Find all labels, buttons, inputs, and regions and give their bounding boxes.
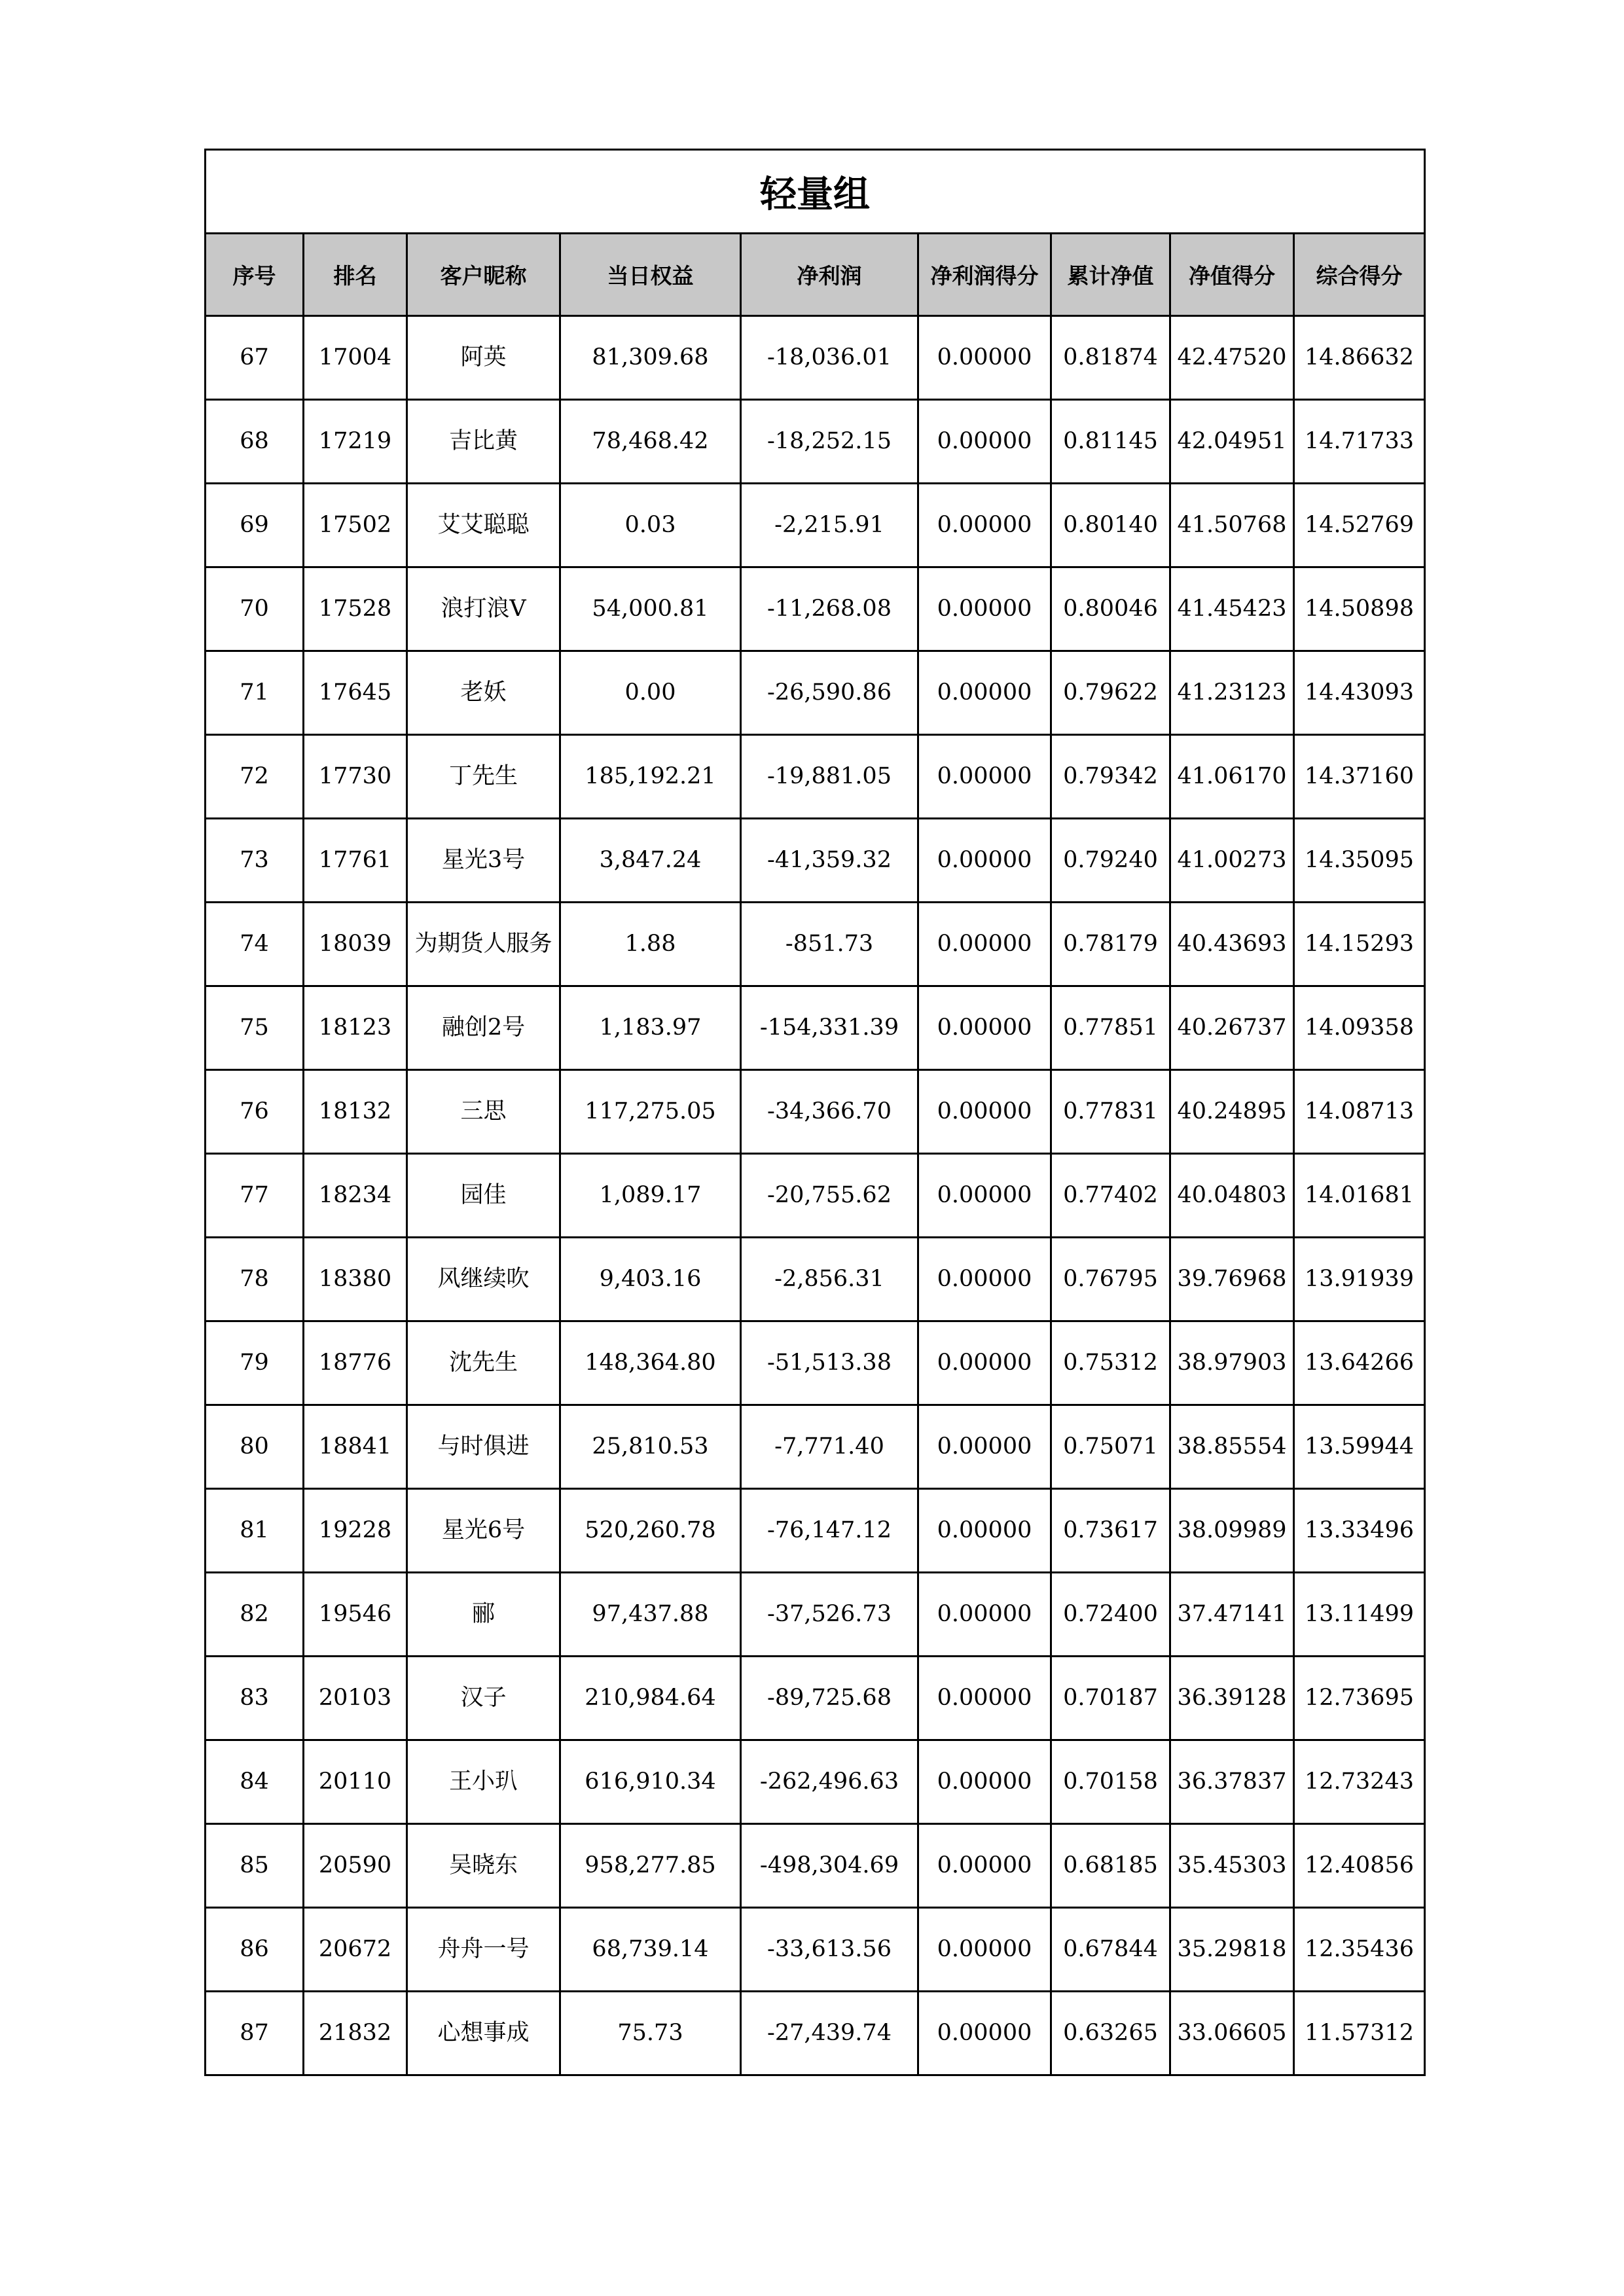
col-header-nickname: 客户昵称 — [407, 234, 560, 316]
cell-equity: 1,183.97 — [560, 986, 741, 1070]
cell-nickname: 融创2号 — [407, 986, 560, 1070]
cell-rank: 17730 — [304, 735, 407, 819]
cell-index: 72 — [206, 735, 304, 819]
table-row — [206, 1489, 1425, 1573]
cell-nickname: 三思 — [407, 1070, 560, 1154]
cell-rank: 21832 — [304, 1992, 407, 2075]
cell-equity: 0.00 — [560, 651, 741, 735]
cell-net-value: 0.79622 — [1051, 651, 1170, 735]
cell-total-score: 14.09358 — [1294, 986, 1425, 1070]
cell-profit-score: 0.00000 — [918, 1070, 1051, 1154]
cell-index: 67 — [206, 316, 304, 400]
cell-rank: 17528 — [304, 567, 407, 651]
cell-index: 78 — [206, 1238, 304, 1321]
cell-equity: 78,468.42 — [560, 400, 741, 484]
cell-total-score: 14.37160 — [1294, 735, 1425, 819]
table-row — [206, 986, 1425, 1070]
cell-nickname: 星光3号 — [407, 819, 560, 903]
cell-net-value: 0.79240 — [1051, 819, 1170, 903]
table-row — [206, 1908, 1425, 1992]
header-row — [206, 234, 1425, 316]
cell-index: 76 — [206, 1070, 304, 1154]
cell-net-profit: -7,771.40 — [741, 1405, 918, 1489]
cell-nickname: 郦 — [407, 1573, 560, 1657]
col-header-net-value: 累计净值 — [1051, 234, 1170, 316]
cell-net-value: 0.78179 — [1051, 903, 1170, 986]
cell-rank: 18841 — [304, 1405, 407, 1489]
table-row — [206, 819, 1425, 903]
col-header-rank: 排名 — [304, 234, 407, 316]
cell-profit-score: 0.00000 — [918, 1405, 1051, 1489]
cell-rank: 17004 — [304, 316, 407, 400]
cell-net-value: 0.77851 — [1051, 986, 1170, 1070]
cell-nickname: 老妖 — [407, 651, 560, 735]
cell-total-score: 12.73695 — [1294, 1657, 1425, 1740]
table-row — [206, 1238, 1425, 1321]
cell-index: 79 — [206, 1321, 304, 1405]
cell-nickname: 星光6号 — [407, 1489, 560, 1573]
cell-profit-score: 0.00000 — [918, 567, 1051, 651]
cell-value-score: 38.97903 — [1170, 1321, 1294, 1405]
table-body — [206, 316, 1425, 2075]
cell-value-score: 40.24895 — [1170, 1070, 1294, 1154]
cell-value-score: 41.06170 — [1170, 735, 1294, 819]
cell-profit-score: 0.00000 — [918, 1489, 1051, 1573]
cell-net-value: 0.70158 — [1051, 1740, 1170, 1824]
cell-profit-score: 0.00000 — [918, 735, 1051, 819]
cell-total-score: 14.71733 — [1294, 400, 1425, 484]
cell-equity: 75.73 — [560, 1992, 741, 2075]
cell-net-profit: -2,856.31 — [741, 1238, 918, 1321]
cell-equity: 54,000.81 — [560, 567, 741, 651]
cell-index: 86 — [206, 1908, 304, 1992]
cell-value-score: 40.43693 — [1170, 903, 1294, 986]
table-row — [206, 735, 1425, 819]
cell-equity: 958,277.85 — [560, 1824, 741, 1908]
cell-nickname: 与时俱进 — [407, 1405, 560, 1489]
table-row — [206, 1657, 1425, 1740]
cell-net-profit: -27,439.74 — [741, 1992, 918, 2075]
cell-rank: 19546 — [304, 1573, 407, 1657]
cell-rank: 18776 — [304, 1321, 407, 1405]
cell-net-profit: -498,304.69 — [741, 1824, 918, 1908]
cell-profit-score: 0.00000 — [918, 651, 1051, 735]
cell-nickname: 沈先生 — [407, 1321, 560, 1405]
cell-index: 69 — [206, 484, 304, 567]
cell-nickname: 汉子 — [407, 1657, 560, 1740]
cell-net-profit: -76,147.12 — [741, 1489, 918, 1573]
cell-profit-score: 0.00000 — [918, 1740, 1051, 1824]
col-header-value-score: 净值得分 — [1170, 234, 1294, 316]
cell-rank: 17645 — [304, 651, 407, 735]
cell-value-score: 40.04803 — [1170, 1154, 1294, 1238]
cell-equity: 9,403.16 — [560, 1238, 741, 1321]
cell-nickname: 阿英 — [407, 316, 560, 400]
cell-net-value: 0.75071 — [1051, 1405, 1170, 1489]
cell-net-value: 0.63265 — [1051, 1992, 1170, 2075]
cell-net-profit: -262,496.63 — [741, 1740, 918, 1824]
cell-equity: 0.03 — [560, 484, 741, 567]
cell-value-score: 41.00273 — [1170, 819, 1294, 903]
cell-value-score: 36.37837 — [1170, 1740, 1294, 1824]
cell-profit-score: 0.00000 — [918, 1992, 1051, 2075]
table-row — [206, 1992, 1425, 2075]
cell-net-value: 0.73617 — [1051, 1489, 1170, 1573]
cell-net-value: 0.77402 — [1051, 1154, 1170, 1238]
cell-total-score: 13.91939 — [1294, 1238, 1425, 1321]
cell-rank: 18123 — [304, 986, 407, 1070]
cell-profit-score: 0.00000 — [918, 819, 1051, 903]
cell-equity: 68,739.14 — [560, 1908, 741, 1992]
cell-rank: 19228 — [304, 1489, 407, 1573]
table-row — [206, 1405, 1425, 1489]
cell-net-profit: -37,526.73 — [741, 1573, 918, 1657]
cell-equity: 616,910.34 — [560, 1740, 741, 1824]
cell-total-score: 14.52769 — [1294, 484, 1425, 567]
cell-rank: 18234 — [304, 1154, 407, 1238]
cell-profit-score: 0.00000 — [918, 1321, 1051, 1405]
cell-value-score: 41.50768 — [1170, 484, 1294, 567]
cell-rank: 20672 — [304, 1908, 407, 1992]
cell-total-score: 11.57312 — [1294, 1992, 1425, 2075]
cell-equity: 25,810.53 — [560, 1405, 741, 1489]
cell-nickname: 为期货人服务 — [407, 903, 560, 986]
cell-net-profit: -154,331.39 — [741, 986, 918, 1070]
table-row — [206, 1824, 1425, 1908]
cell-nickname: 吴晓东 — [407, 1824, 560, 1908]
cell-net-value: 0.81874 — [1051, 316, 1170, 400]
table-row — [206, 1070, 1425, 1154]
cell-net-profit: -851.73 — [741, 903, 918, 986]
cell-index: 81 — [206, 1489, 304, 1573]
cell-net-profit: -33,613.56 — [741, 1908, 918, 1992]
cell-index: 80 — [206, 1405, 304, 1489]
table-row — [206, 1573, 1425, 1657]
table-row — [206, 903, 1425, 986]
cell-value-score: 37.47141 — [1170, 1573, 1294, 1657]
cell-rank: 20590 — [304, 1824, 407, 1908]
cell-total-score: 14.43093 — [1294, 651, 1425, 735]
table-title: 轻量组 — [206, 150, 1425, 234]
cell-profit-score: 0.00000 — [918, 1573, 1051, 1657]
cell-index: 87 — [206, 1992, 304, 2075]
cell-rank: 18039 — [304, 903, 407, 986]
table-row — [206, 484, 1425, 567]
cell-equity: 1,089.17 — [560, 1154, 741, 1238]
cell-profit-score: 0.00000 — [918, 1238, 1051, 1321]
col-header-profit-score: 净利润得分 — [918, 234, 1051, 316]
cell-net-profit: -34,366.70 — [741, 1070, 918, 1154]
cell-net-value: 0.70187 — [1051, 1657, 1170, 1740]
cell-profit-score: 0.00000 — [918, 1657, 1051, 1740]
cell-equity: 520,260.78 — [560, 1489, 741, 1573]
col-header-total-score: 综合得分 — [1294, 234, 1425, 316]
cell-total-score: 14.15293 — [1294, 903, 1425, 986]
cell-total-score: 14.50898 — [1294, 567, 1425, 651]
cell-profit-score: 0.00000 — [918, 316, 1051, 400]
cell-total-score: 13.59944 — [1294, 1405, 1425, 1489]
cell-value-score: 35.29818 — [1170, 1908, 1294, 1992]
cell-net-profit: -11,268.08 — [741, 567, 918, 651]
cell-nickname: 丁先生 — [407, 735, 560, 819]
col-header-index: 序号 — [206, 234, 304, 316]
cell-total-score: 14.86632 — [1294, 316, 1425, 400]
cell-value-score: 39.76968 — [1170, 1238, 1294, 1321]
cell-net-value: 0.81145 — [1051, 400, 1170, 484]
cell-value-score: 41.23123 — [1170, 651, 1294, 735]
table-row — [206, 1321, 1425, 1405]
cell-value-score: 36.39128 — [1170, 1657, 1294, 1740]
cell-total-score: 13.33496 — [1294, 1489, 1425, 1573]
cell-equity: 3,847.24 — [560, 819, 741, 903]
cell-profit-score: 0.00000 — [918, 400, 1051, 484]
cell-equity: 1.88 — [560, 903, 741, 986]
cell-net-value: 0.77831 — [1051, 1070, 1170, 1154]
cell-net-value: 0.67844 — [1051, 1908, 1170, 1992]
cell-value-score: 40.26737 — [1170, 986, 1294, 1070]
cell-total-score: 12.35436 — [1294, 1908, 1425, 1992]
cell-total-score: 14.01681 — [1294, 1154, 1425, 1238]
table-row — [206, 567, 1425, 651]
cell-net-profit: -89,725.68 — [741, 1657, 918, 1740]
col-header-net-profit: 净利润 — [741, 234, 918, 316]
cell-value-score: 38.85554 — [1170, 1405, 1294, 1489]
cell-nickname: 吉比黄 — [407, 400, 560, 484]
cell-net-value: 0.72400 — [1051, 1573, 1170, 1657]
cell-index: 75 — [206, 986, 304, 1070]
cell-total-score: 13.64266 — [1294, 1321, 1425, 1405]
cell-index: 71 — [206, 651, 304, 735]
cell-equity: 81,309.68 — [560, 316, 741, 400]
cell-nickname: 王小玐 — [407, 1740, 560, 1824]
cell-nickname: 风继续吹 — [407, 1238, 560, 1321]
cell-total-score: 14.08713 — [1294, 1070, 1425, 1154]
cell-index: 82 — [206, 1573, 304, 1657]
cell-profit-score: 0.00000 — [918, 1908, 1051, 1992]
cell-total-score: 13.11499 — [1294, 1573, 1425, 1657]
cell-nickname: 心想事成 — [407, 1992, 560, 2075]
cell-index: 74 — [206, 903, 304, 986]
cell-value-score: 38.09989 — [1170, 1489, 1294, 1573]
cell-profit-score: 0.00000 — [918, 1824, 1051, 1908]
table-row — [206, 651, 1425, 735]
cell-net-profit: -51,513.38 — [741, 1321, 918, 1405]
cell-nickname: 舟舟一号 — [407, 1908, 560, 1992]
table-row — [206, 400, 1425, 484]
cell-rank: 18132 — [304, 1070, 407, 1154]
cell-net-value: 0.75312 — [1051, 1321, 1170, 1405]
cell-equity: 185,192.21 — [560, 735, 741, 819]
cell-net-value: 0.80140 — [1051, 484, 1170, 567]
cell-net-profit: -2,215.91 — [741, 484, 918, 567]
cell-index: 73 — [206, 819, 304, 903]
cell-index: 84 — [206, 1740, 304, 1824]
cell-index: 70 — [206, 567, 304, 651]
cell-rank: 17502 — [304, 484, 407, 567]
cell-index: 77 — [206, 1154, 304, 1238]
cell-rank: 20103 — [304, 1657, 407, 1740]
cell-value-score: 33.06605 — [1170, 1992, 1294, 2075]
cell-net-profit: -20,755.62 — [741, 1154, 918, 1238]
cell-value-score: 42.04951 — [1170, 400, 1294, 484]
cell-value-score: 41.45423 — [1170, 567, 1294, 651]
cell-equity: 210,984.64 — [560, 1657, 741, 1740]
cell-total-score: 12.73243 — [1294, 1740, 1425, 1824]
cell-nickname: 浪打浪V — [407, 567, 560, 651]
cell-profit-score: 0.00000 — [918, 986, 1051, 1070]
cell-rank: 17761 — [304, 819, 407, 903]
cell-net-profit: -19,881.05 — [741, 735, 918, 819]
table-row — [206, 316, 1425, 400]
cell-nickname: 园佳 — [407, 1154, 560, 1238]
cell-rank: 20110 — [304, 1740, 407, 1824]
col-header-equity: 当日权益 — [560, 234, 741, 316]
cell-profit-score: 0.00000 — [918, 903, 1051, 986]
cell-value-score: 35.45303 — [1170, 1824, 1294, 1908]
cell-net-value: 0.79342 — [1051, 735, 1170, 819]
cell-net-value: 0.76795 — [1051, 1238, 1170, 1321]
cell-equity: 117,275.05 — [560, 1070, 741, 1154]
table-row — [206, 1740, 1425, 1824]
cell-index: 85 — [206, 1824, 304, 1908]
cell-net-profit: -18,036.01 — [741, 316, 918, 400]
cell-net-profit: -26,590.86 — [741, 651, 918, 735]
cell-total-score: 14.35095 — [1294, 819, 1425, 903]
cell-equity: 148,364.80 — [560, 1321, 741, 1405]
cell-profit-score: 0.00000 — [918, 484, 1051, 567]
cell-profit-score: 0.00000 — [918, 1154, 1051, 1238]
cell-equity: 97,437.88 — [560, 1573, 741, 1657]
cell-total-score: 12.40856 — [1294, 1824, 1425, 1908]
cell-net-profit: -18,252.15 — [741, 400, 918, 484]
cell-rank: 18380 — [304, 1238, 407, 1321]
ranking-table — [204, 149, 1426, 2076]
cell-net-value: 0.80046 — [1051, 567, 1170, 651]
cell-nickname: 艾艾聪聪 — [407, 484, 560, 567]
cell-index: 83 — [206, 1657, 304, 1740]
cell-rank: 17219 — [304, 400, 407, 484]
cell-net-profit: -41,359.32 — [741, 819, 918, 903]
cell-net-value: 0.68185 — [1051, 1824, 1170, 1908]
table-row — [206, 1154, 1425, 1238]
cell-value-score: 42.47520 — [1170, 316, 1294, 400]
cell-index: 68 — [206, 400, 304, 484]
